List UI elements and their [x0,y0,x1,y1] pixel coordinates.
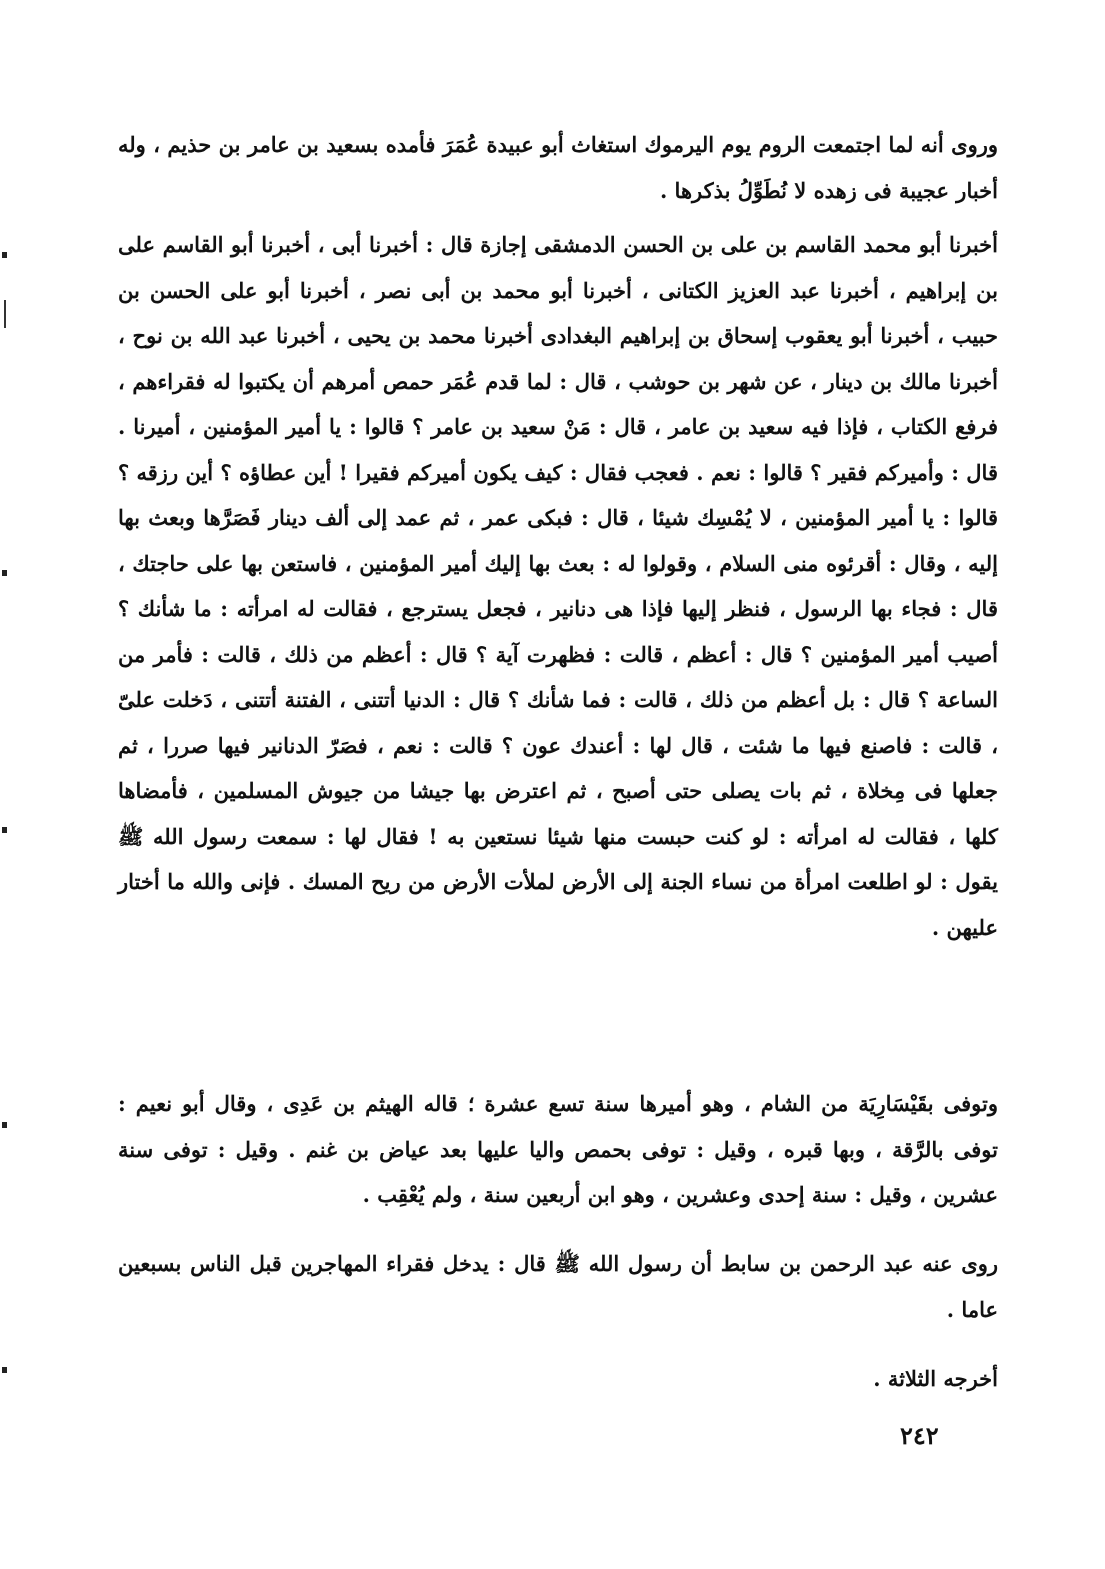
margin-dot-mark [2,252,7,258]
margin-dot-mark [2,1367,7,1373]
margin-dot-mark [2,1122,7,1128]
paragraph-death: وتوفى بقَيْسَارِيَة من الشام ، وهو أميرها سنة تسع عشرة ؛ قاله الهيثم بن عَدِى ، وقال أبو نعيم : توفى بالرَّقة ، وبها قبره ، وقيل : توفى بحمص واليا عليها بعد عياض بن غنم . وقيل : توفى سنة عشرين ، وقيل : سنة إحدى وعشرين ، وهو ابن أربعين سنة ، ولم يُعْقِب . [118,1091,999,1207]
page-number: ٢٤٢ [900,1421,939,1450]
margin-bar-mark [4,300,6,328]
margin-dot-mark [2,570,7,576]
paragraph-narration: روى عنه عبد الرحمن بن سابط أن رسول الله ﷺ قال : يدخل فقراء المهاجرين قبل الناس بسبعين عاما . [118,1251,998,1322]
paragraph-hadith-chain: أخبرنا أبو محمد القاسم بن على بن الحسن الدمشقى إجازة قال : أخبرنا أبى ، أخبرنا أبو القاسم على بن إبراهيم ، أخبرنا عبد العزيز الكتانى ، أخبرنا أبو محمد بن أبى نصر ، أخبرنا أبو على الحسن بن حبيب ، أخبرنا أبو يعقوب إسحاق بن إبراهيم البغدادى أخبرنا محمد بن يحيى ، أخبرنا عبد الله بن نوح ، أخبرنا مالك بن دينار ، عن شهر بن حوشب ، قال : لما قدم عُمَر حمص أمرهم أن يكتبوا له فقراءهم ، فرفع الكتاب ، فإذا فيه سعيد بن عامر ، قال : مَنْ سعيد بن عامر ؟ قالوا : يا أمير المؤمنين ، أميرنا . قال : وأميركم فقير ؟ قالوا : نعم . فعجب فقال : كيف يكون أميركم فقيرا ! أين عطاؤه ؟ أين رزقه ؟ قالوا : يا أمير المؤمنين ، لا يُمْسِك شيئا ، قال : فبكى عمر ، ثم عمد إلى ألف دينار فَصَرَّها وبعث بها إليه ، وقال : أقرئوه منى السلام ، وقولوا له : بعث بها إليك أمير المؤمنين ، فاستعن بها على حاجتك ، قال : فجاء بها الرسول ، فنظر إليها فإذا هى دنانير ، فجعل يسترجع ، فقالت له امرأته : ما شأنك ؟ أصيب أمير المؤمنين ؟ قال : أعظم ، قالت : فظهرت آية ؟ قال : أعظم من ذلك ، قالت : فأمر من الساعة ؟ قال : بل أعظم من ذلك ، قالت : فما شأنك ؟ قال : الدنيا أتتنى ، الفتنة أتتنى ، دَخلت علىّ ، قالت : فاصنع فيها ما شئت ، قال لها : أعندك عون ؟ قالت : نعم ، فصَرّ الدنانير فيها صررا ، ثم جعلها فى مِخلاة ، ثم بات يصلى حتى أصبح ، ثم اعترض بها جيشا من جيوش المسلمين ، فأمضاها كلها ، فقالت له امرأته : لو كنت حبست منها شيئا نستعين به ! فقال لها : سمعت رسول الله ﷺ يقول : لو اطلعت امرأة من نساء الجنة إلى الأرض لملأت الأرض من ريح المسك . فإنى والله ما أختار عليهن . [118,232,998,940]
paragraph-source-note: أخرجه الثلاثة . [873,1366,998,1391]
margin-dot-mark [2,827,7,833]
paragraph-yarmouk: وروى أنه لما اجتمعت الروم يوم اليرموك استغاث أبو عبيدة عُمَرَ فأمده بسعيد بن عامر بن حذيم ، وله أخبار عجيبة فى زهده لا نُطَوِّلُ بذكرها . [118,132,998,203]
